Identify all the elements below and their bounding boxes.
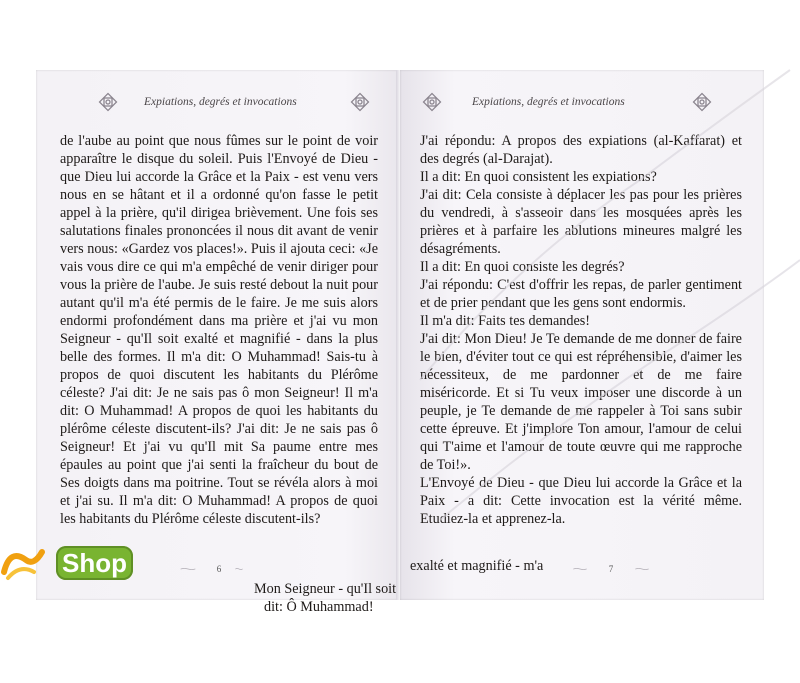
book-spread bbox=[36, 70, 764, 615]
paragraph: Il m'a dit: Faits tes demandes! bbox=[420, 313, 591, 329]
left-page-header bbox=[96, 90, 376, 116]
ornament-icon bbox=[690, 90, 714, 114]
page-number: 7 bbox=[608, 564, 614, 574]
footer-ornament-icon bbox=[622, 568, 662, 570]
ornament-icon bbox=[348, 90, 372, 114]
paragraph: Il a dit: En quoi consistent les expiations? bbox=[420, 169, 657, 185]
paragraph: J'ai dit: Mon Dieu! Je Te demande de me donner de faire le bien, d'éviter tout ce qui est répréhensible, d'aimer les nécessiteux, de me pardonner et de me faire miséricorde. Et si Tu veux imposer une discorde à un peuple, je Te demande de me rappeler à Toi sans subir cette épreuve. Et j'implore Ton amour, l'amour de celui qui T'aime et l'amour de toute œuvre qui me rapproche de Toi!». bbox=[420, 331, 742, 473]
footer-text-left bbox=[254, 580, 396, 616]
logo-text: Shop bbox=[56, 546, 133, 580]
paragraph: J'ai répondu: A propos des expiations (al-Kaffarat) et des degrés (al-Darajat). bbox=[420, 133, 742, 167]
footer-line: dit: Ô Muhammad! bbox=[264, 599, 374, 615]
running-header-left: Expiations, degrés et invocations bbox=[144, 96, 297, 108]
right-page-body bbox=[420, 132, 742, 528]
left-page bbox=[36, 70, 400, 600]
footer-ornament-icon bbox=[560, 568, 600, 570]
paragraph: J'ai répondu: C'est d'offrir les repas, de parler gentiment et de prier pendant que les gens sont endormis. bbox=[420, 277, 742, 311]
ornament-icon bbox=[420, 90, 444, 114]
paragraph: de l'aube au point que nous fûmes sur le point de voir apparaître le disque du soleil. Puis l'Envoyé de Dieu - que Dieu lui accorde la Grâce et la Paix - est venu vers nous en se hâtant et il a ordonné qu'on fasse le petit appel à la prière, qu'il dirigea brièvement. Une fois ses salutations finales prononcées il nous dit avant de venir vers nous: «Gardez vos places!». Puis il ajouta ceci: «Je vais vous dire ce qui m'a empêché de venir diriger pour vous la prière de l'aube. Je suis resté debout la nuit pour autant qu'il m'a été permis de le faire. Je me suis alors endormi profondément dans ma prière et j'ai vu mon Seigneur - qu'Il soit exalté et magnifié - dans la plus belle des formes. Il m'a dit: O Muhammad! Sais-tu à propos de quoi discutent les habitants du Plérôme céleste? J'ai dit: Je ne sais pas ô mon Seigneur! Il m'a dit: O Muhammad! A propos de quoi les habitants du plérôme céleste discutent-ils? J'ai dit: Je ne sais pas ô Seigneur! Et j'ai vu qu'Il mit Sa paume entre mes épaules au point que j'ai senti la fraîcheur du bout de Ses doigts dans ma poitrine. Tout se révéla alors à moi et j'ai su. Il m'a dit: O Muhammad! A propos de quoi les habitants du Plérôme céleste discutent-ils? bbox=[60, 133, 378, 527]
footer-text-right: exalté et magnifié - m'a bbox=[410, 558, 544, 574]
page-number: 6 bbox=[216, 564, 222, 574]
shop-logo bbox=[0, 540, 160, 596]
left-page-body bbox=[60, 132, 378, 528]
footer-ornament-icon bbox=[228, 568, 250, 570]
paragraph: J'ai dit: Cela consiste à déplacer les pas pour les prières du vendredi, à s'asseoir dans les mosquées après les prières et à parfaire les ablutions mineures malgré les désagréments. bbox=[420, 187, 742, 257]
paragraph: Il a dit: En quoi consiste les degrés? bbox=[420, 259, 625, 275]
ornament-icon bbox=[96, 90, 120, 114]
running-header-right: Expiations, degrés et invocations bbox=[472, 96, 625, 108]
footer-ornament-icon bbox=[166, 568, 210, 570]
right-page-header bbox=[420, 90, 720, 116]
paragraph: L'Envoyé de Dieu - que Dieu lui accorde la Grâce et la Paix - a dit: Cette invocation est la vérité même. Etudiez-la et apprenez-la. bbox=[420, 475, 742, 527]
right-page-footer bbox=[400, 560, 764, 580]
left-page-footer bbox=[166, 560, 400, 580]
footer-line: Mon Seigneur - qu'Il soit bbox=[254, 581, 397, 597]
right-page bbox=[400, 70, 764, 600]
